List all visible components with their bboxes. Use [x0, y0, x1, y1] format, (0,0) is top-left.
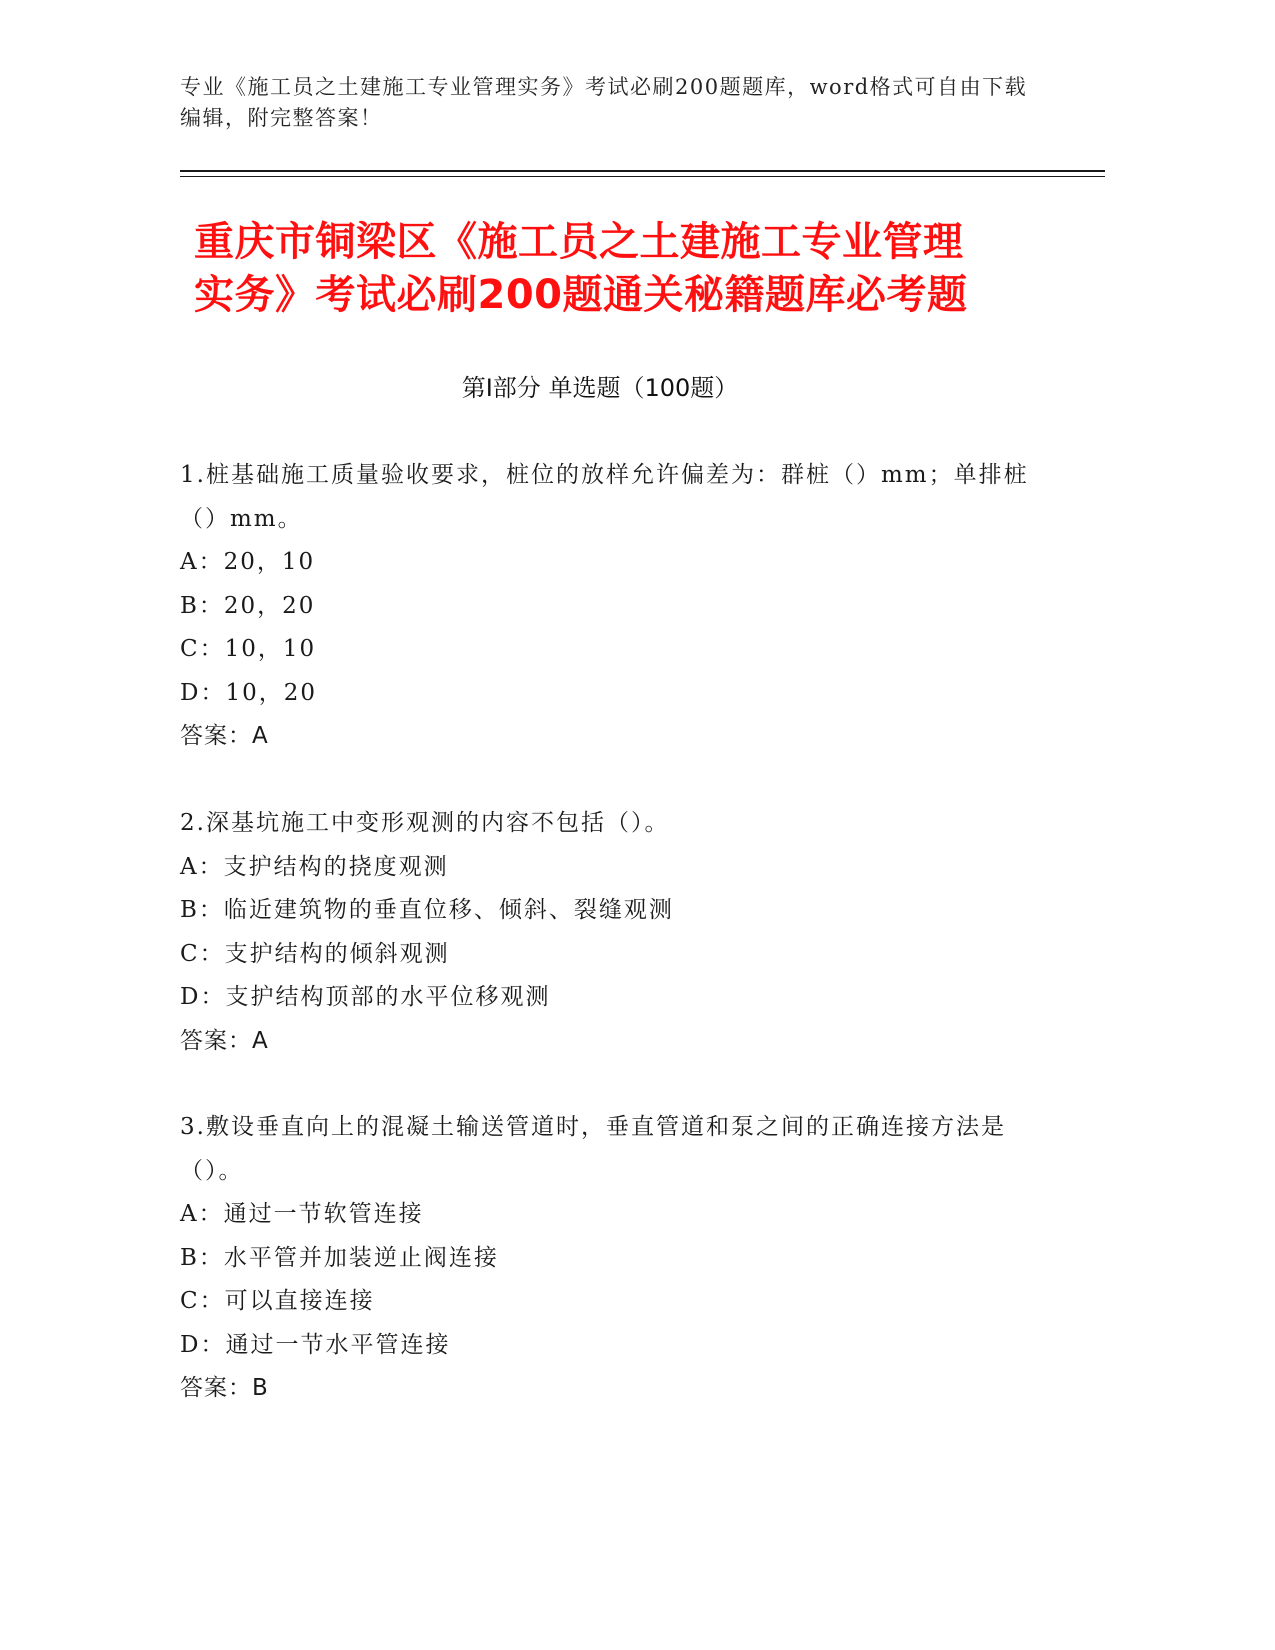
- option-c: C：10，10: [180, 636, 317, 662]
- option-a: A：支护结构的挠度观测: [180, 853, 449, 880]
- question-3: [180, 1106, 1040, 1411]
- header-divider-thin: [180, 176, 1105, 177]
- section-title: 第I部分 单选题（100题）: [461, 374, 739, 402]
- option-a: A：通过一节软管连接: [180, 1201, 424, 1227]
- header-divider-thick: [180, 170, 1105, 172]
- question-stem: 3.敷设垂直向上的混凝土输送管道时，垂直管道和泵之间的正确连接方法是（）。: [180, 1114, 1006, 1184]
- option-c: C：支护结构的倾斜观测: [180, 940, 450, 967]
- option-c: C：可以直接连接: [180, 1288, 375, 1314]
- option-b: B：20，20: [180, 592, 316, 619]
- document-title-line-2: 实务》考试必刷200题通关秘籍题库必考题: [194, 272, 968, 318]
- option-b: B：临近建筑物的垂直位移、倾斜、裂缝观测: [180, 897, 674, 923]
- option-d: D：10，20: [180, 679, 317, 706]
- question-2: [180, 802, 1040, 1063]
- question-1: [180, 454, 1040, 759]
- answer: 答案：B: [180, 1375, 269, 1401]
- option-b: B：水平管并加装逆止阀连接: [180, 1244, 499, 1271]
- answer: 答案：A: [180, 723, 269, 749]
- question-stem: 1.桩基础施工质量验收要求，桩位的放样允许偏差为：群桩（）mm；单排桩（）mm。: [180, 462, 1029, 532]
- option-d: D：通过一节水平管连接: [180, 1331, 451, 1358]
- document-title-line-1: 重庆市铜梁区《施工员之土建施工专业管理: [194, 219, 964, 265]
- document-title: [180, 216, 1105, 322]
- question-stem: 2.深基坑施工中变形观测的内容不包括（）。: [180, 810, 670, 836]
- option-d: D：支护结构顶部的水平位移观测: [180, 984, 551, 1010]
- option-a: A：20，10: [180, 549, 316, 575]
- answer: 答案：A: [180, 1027, 269, 1054]
- header-note: 专业《施工员之土建施工专业管理实务》考试必刷200题题库，word格式可自由下载编辑，附完整答案！: [180, 75, 1028, 130]
